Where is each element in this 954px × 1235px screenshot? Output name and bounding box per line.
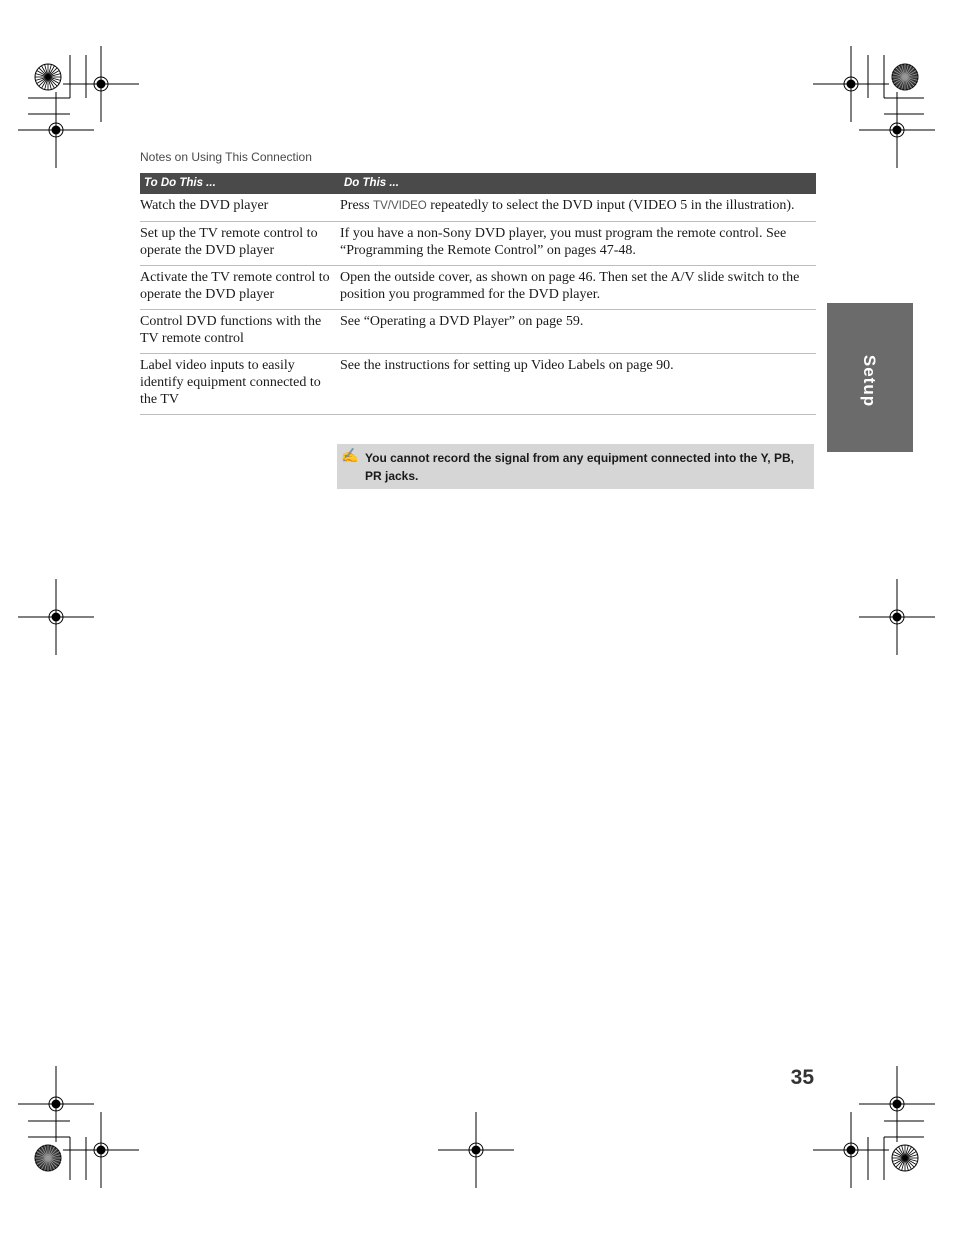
table-row: [140, 310, 816, 354]
registration-crosshair-icon: [859, 1066, 935, 1142]
table-header-row: [140, 173, 816, 194]
registration-crosshair-icon: [813, 46, 889, 122]
section-tab-label: Setup: [860, 354, 879, 408]
registration-crosshair-icon: [18, 1066, 94, 1142]
table-row: [140, 194, 816, 222]
task-cell: Activate the TV remote control to operate the DVD player: [140, 266, 340, 310]
tv-video-key-label: TV/VIDEO: [373, 200, 427, 212]
connection-notes-table: [140, 173, 816, 415]
action-cell: Open the outside cover, as shown on page 46. Then set the A/V slide switch to the position you programmed for the DVD player.: [340, 266, 816, 310]
table-row: [140, 222, 816, 266]
action-cell: See “Operating a DVD Player” on page 59.: [340, 310, 816, 354]
registration-crosshair-icon: [859, 92, 935, 168]
pencil-note-icon: ✍: [341, 447, 359, 463]
note-text: You cannot record the signal from any equipment connected into the Y, PB, PR jacks.: [365, 451, 794, 483]
column-header-task: To Do This ...: [140, 173, 340, 194]
task-cell: Set up the TV remote control to operate the DVD player: [140, 222, 340, 266]
action-prefix: Press: [340, 198, 370, 213]
registration-crosshair-icon: [63, 1112, 139, 1188]
task-cell: Control DVD functions with the TV remote control: [140, 310, 340, 354]
registration-crosshair-icon: [18, 92, 94, 168]
page-number: 35: [790, 1066, 814, 1089]
table-row: [140, 354, 816, 415]
section-title: Notes on Using This Connection: [140, 150, 312, 164]
task-cell: Watch the DVD player: [140, 194, 340, 222]
color-rosette-icon: [892, 64, 918, 90]
color-rosette-icon: [35, 64, 61, 90]
task-cell: Label video inputs to easily identify equipment connected to the TV: [140, 354, 340, 415]
table-row: [140, 266, 816, 310]
color-rosette-icon: [35, 1145, 61, 1171]
registration-crosshair-icon: [18, 579, 94, 655]
registration-crosshair-icon: [438, 1112, 514, 1188]
action-cell: See the instructions for setting up Video Labels on page 90.: [340, 354, 816, 415]
registration-crosshair-icon: [859, 579, 935, 655]
registration-crosshair-icon: [63, 46, 139, 122]
column-header-action: Do This ...: [340, 173, 816, 194]
section-tab: [827, 303, 913, 452]
action-suffix: repeatedly to select the DVD input (VIDEO 5 in the illustration).: [430, 198, 795, 213]
note-box: [337, 444, 814, 489]
action-cell: If you have a non-Sony DVD player, you must program the remote control. See “Programming the Remote Control” on pages 47-48.: [340, 222, 816, 266]
action-cell: [340, 194, 816, 222]
registration-crosshair-icon: [813, 1112, 889, 1188]
color-rosette-icon: [892, 1145, 918, 1171]
